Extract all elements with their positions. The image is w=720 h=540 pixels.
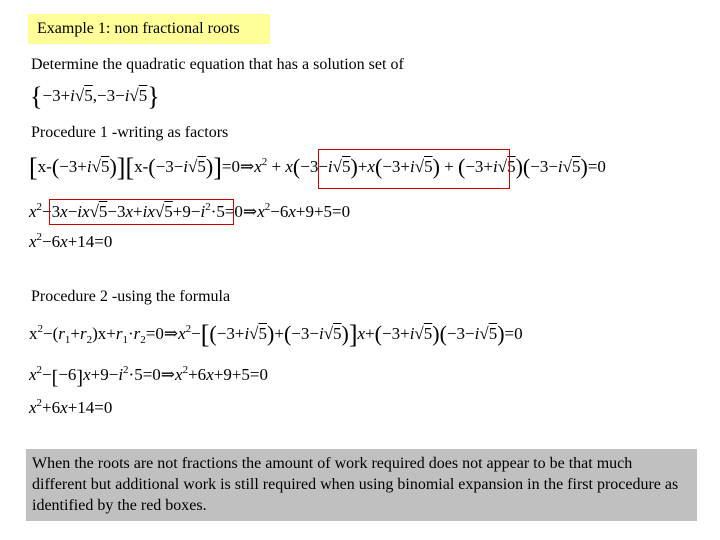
procedure1-heading: Procedure 1 -writing as factors: [31, 124, 229, 141]
procedure2-line2: $x^2-[-6]x+9-i^2\cdot 5=0\Rightarrow x^2+6x+9+5=0$: [29, 364, 268, 389]
slide-title: Example 1: non fractional roots: [28, 14, 270, 44]
procedure1-line3: $x^2-6x+14=0$: [29, 231, 113, 251]
procedure1-line2: $x^2-3x-ix√5-3x+ix√5+9-i^2\cdot 5=0\Rightarrow x^2-6x+9+5=0$: [29, 201, 351, 221]
red-highlight-box-2: [49, 199, 234, 225]
solution-set: {−3+i√5,−3−i√5}: [30, 82, 160, 111]
intro-text: Determine the quadratic equation that has a solution set of: [31, 56, 404, 73]
procedure2-line1: $x^2-(r_1+r_2)x+r_1\cdot r_2=0\Rightarrow x^2-[(-3+i√5)+(-3-i√5)]x+(-3+i√5)(-3-i√5)=0$: [29, 320, 523, 349]
red-highlight-box-1: [318, 149, 510, 189]
procedure2-heading: Procedure 2 -using the formula: [31, 288, 231, 305]
procedure2-line3: $x^2+6x+14=0$: [29, 397, 113, 417]
procedure1-line1: $[x-(-3+i√5)][x-(-3-i√5)]=0\Rightarrow x^2 + x(-3-i√5)+x(-3+i√5) + (-3+i√5)(-3-i√5)=0$: [29, 153, 606, 182]
note-box: When the roots are not fractions the amount of work required does not appear to be that much different but additional work is still required when using binomial expansion in the first procedure as identified by the red boxes.: [26, 449, 697, 521]
